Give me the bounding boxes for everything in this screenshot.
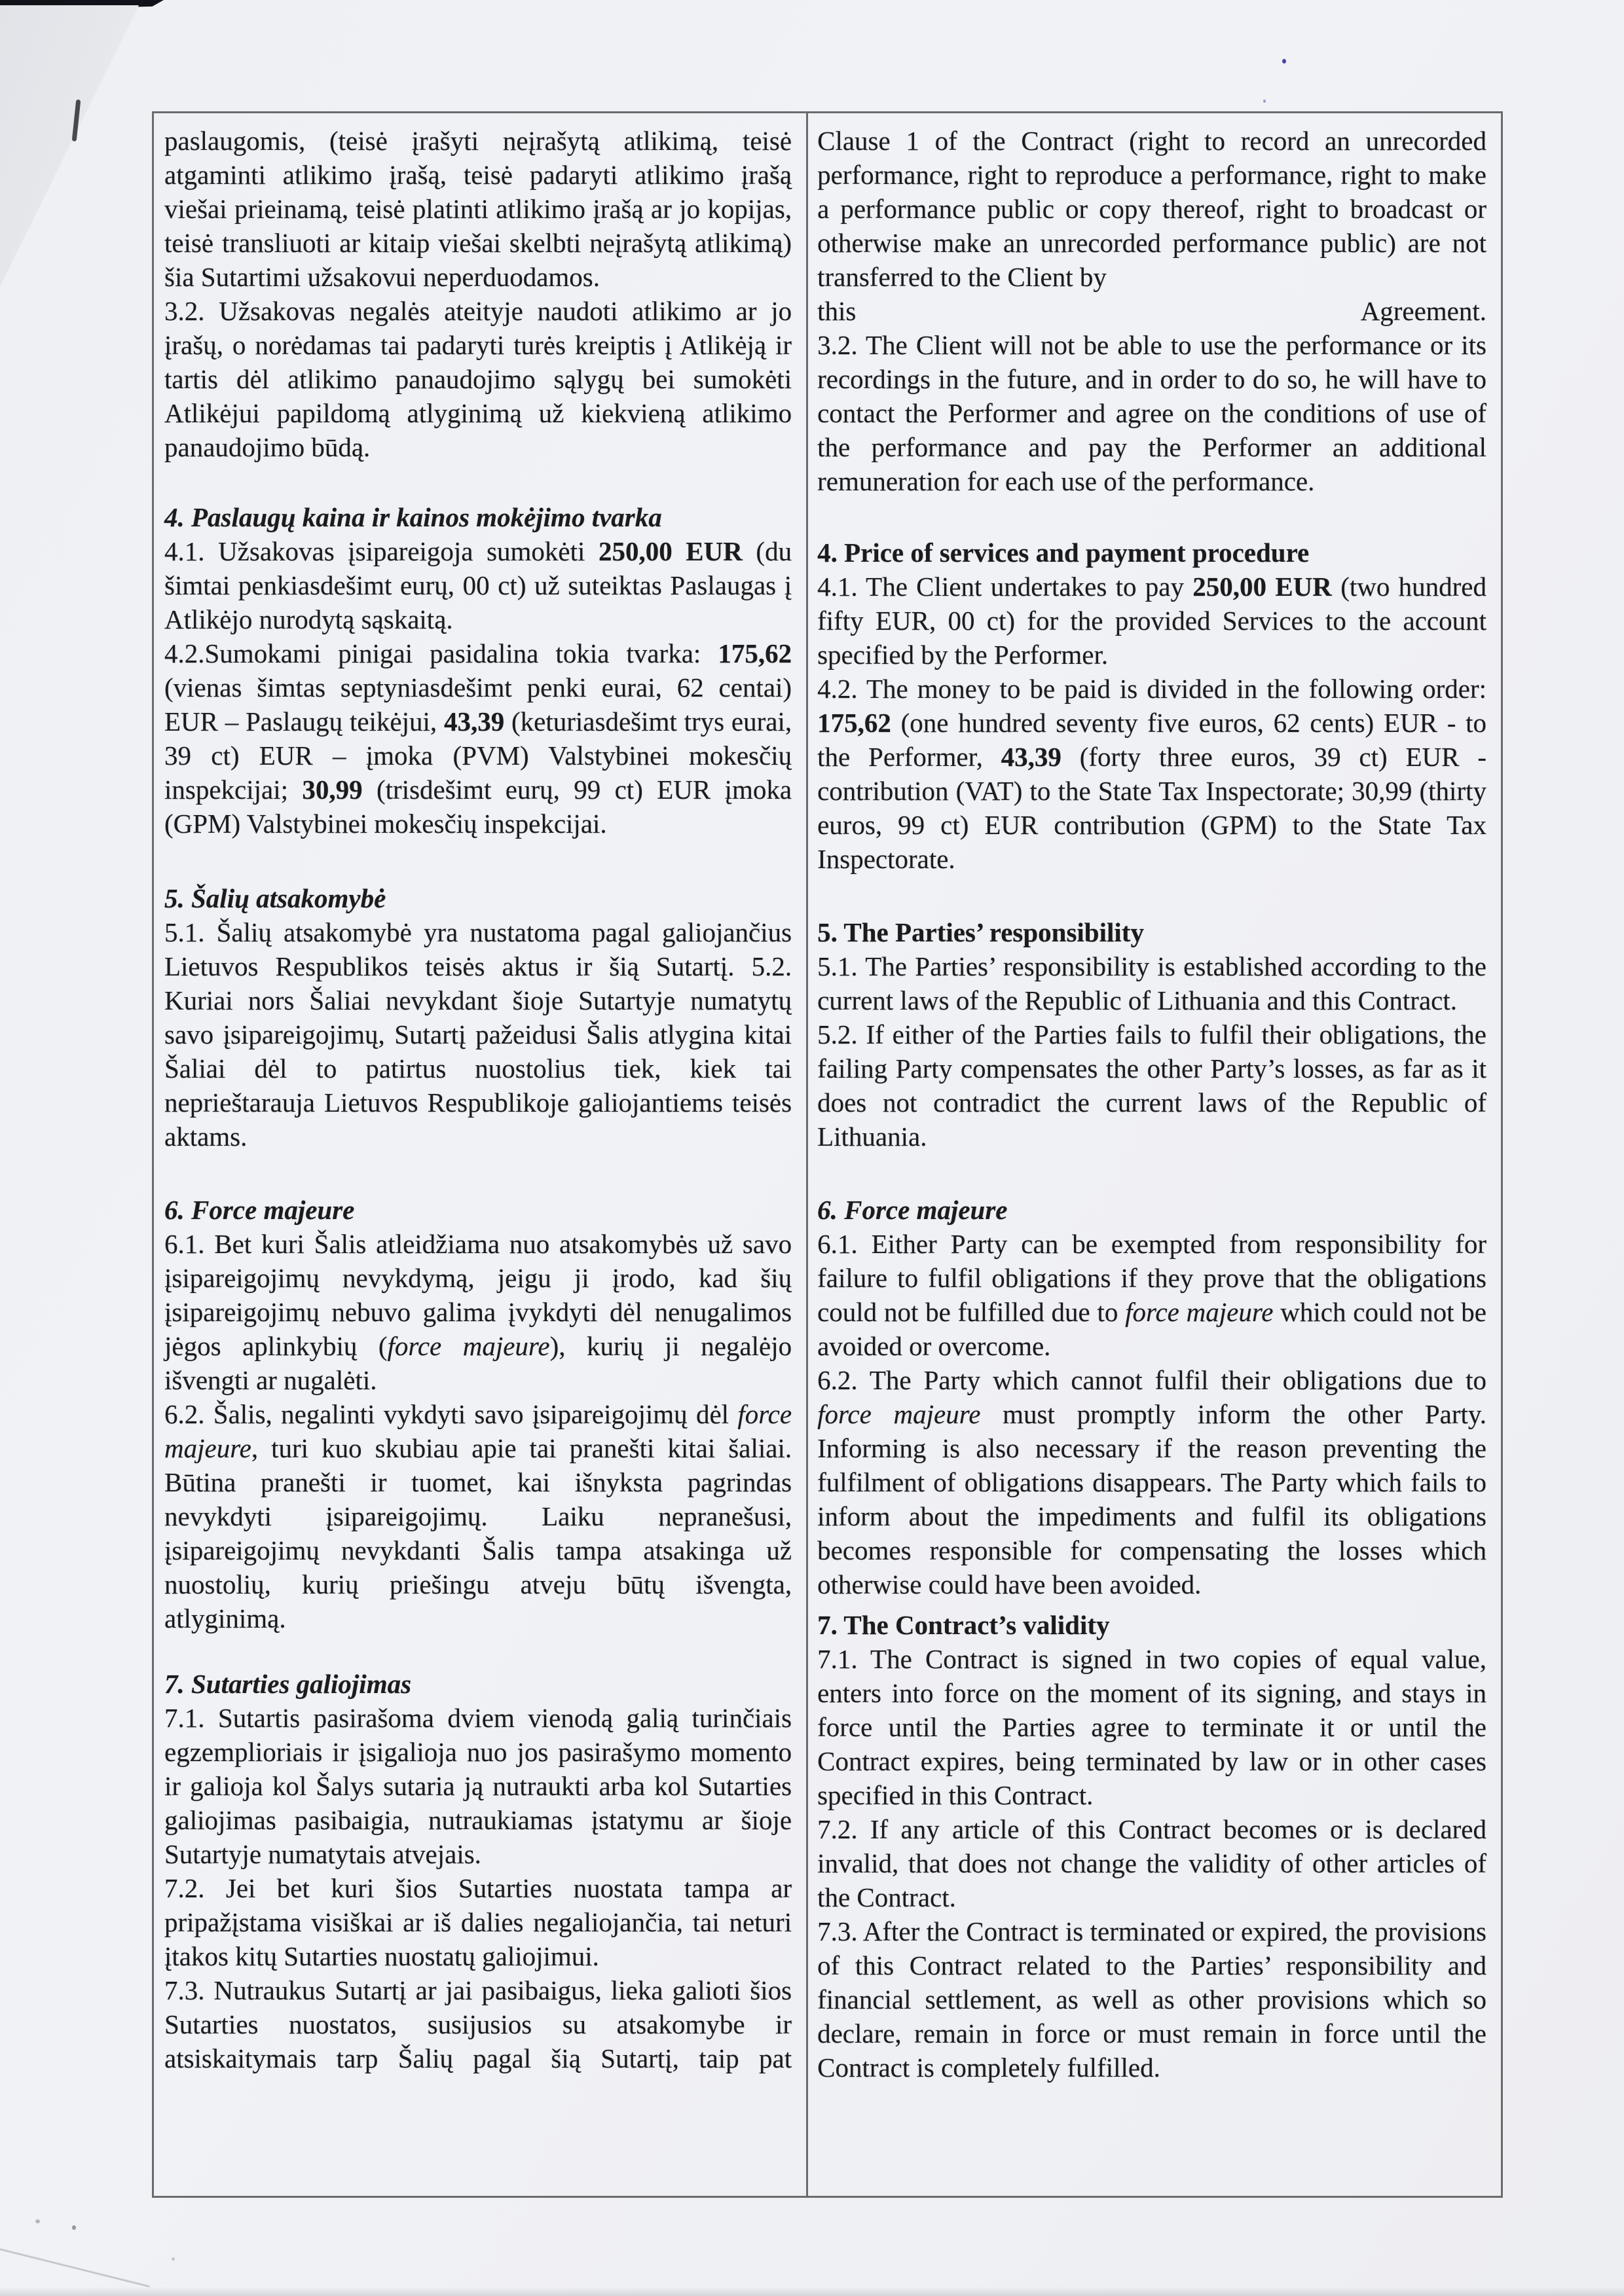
- clause-text: 175,62: [718, 638, 792, 668]
- contract-paragraph: [164, 915, 792, 1154]
- contract-paragraph: [817, 1363, 1486, 1601]
- clause-text: (vienas šimtas septyniasdešimt penki eurai, 62 centai) EUR – Paslaugų teikėjui,: [164, 672, 792, 737]
- contract-paragraph: [817, 294, 1486, 328]
- section-heading: [817, 1608, 1486, 1642]
- clause-text: 4.2. The money to be paid is divided in the following order:: [817, 674, 1486, 704]
- clause-text: 4.1. The Client undertakes to pay: [817, 572, 1193, 602]
- clause-text: (keturiasdešimt trys eurai, 39 ct) EUR – įmoka (PVM) Valstybinei mokesčių inspekcijai;: [164, 706, 792, 805]
- ink-speck: [1282, 59, 1286, 64]
- clause-text: 5.2. If either of the Parties fails to fulfil their obligations, the failing Party compensates the other Party’s losses, as far as it does not contradict the current laws of the Republic of Lithuania.: [817, 1019, 1486, 1152]
- clause-text: 5.1. Šalių atsakomybė yra nustatoma pagal galiojančius Lietuvos Respublikos teisės aktus ir šią Sutartį. 5.2. Kuriai nors Šaliai nevykdant šioje Sutartyje numatytų savo įsipareigojimų, Sutartį pažeidusi Šalis atlygina kitai Šaliai dėl to patirtus nuostolius tiek, kiek tai neprieštarauja Lietuvos Respublikoje galiojantiems teisės aktams.: [164, 917, 792, 1152]
- clause-text: 7.1. Sutartis pasirašoma dviem vienodą galią turinčiais egzemplioriais ir įsigalioja nuo jos pasirašymo momento ir galioja kol Šalys sutaria ją nutraukti arba kol Sutarties galiojimas pasibaigia, nutraukiamas įstatymu ar šioje Sutartyje numatytais atvejais.: [164, 1703, 792, 1869]
- clause-text: (du šimtai penkiasdešimt eurų, 00 ct) už suteiktas Paslaugas į Atlikėjo nurodytą sąskaitą.: [164, 536, 792, 634]
- clause-text: force majeure: [164, 1399, 792, 1463]
- contract-paragraph: [817, 328, 1486, 498]
- clause-text: force majeure: [1125, 1297, 1274, 1327]
- contract-paragraph: [817, 1642, 1486, 1812]
- contract-paragraph: [817, 124, 1486, 294]
- section-heading: [817, 915, 1486, 949]
- clause-text: 7.3. After the Contract is terminated or expired, the provisions of this Contract related to the Parties’ responsibility and financial settlement, as well as other provisions which so declare, remain in force or must remain in force until the Contract is completely fulfilled.: [817, 1916, 1486, 2083]
- paper-speck: [35, 2219, 40, 2223]
- clause-text: 5. The Parties’ responsibility: [817, 917, 1144, 947]
- contract-paragraph: [817, 570, 1486, 672]
- clause-text: 250,00 EUR: [1192, 572, 1332, 602]
- contract-paragraph: [164, 1871, 792, 1973]
- clause-text: 6. Force majeure: [164, 1195, 355, 1225]
- clause-text: 7. The Contract’s validity: [817, 1610, 1110, 1640]
- paper-speck: [172, 2257, 175, 2261]
- clause-text: 4. Paslaugų kaina ir kainos mokėjimo tvarka: [164, 502, 662, 532]
- clause-text: this: [817, 296, 857, 326]
- contract-paragraph: [817, 672, 1486, 876]
- contract-paragraph: [817, 1017, 1486, 1154]
- clause-text: 7.2. If any article of this Contract becomes or is declared invalid, that does not change the validity of other articles of the Contract.: [817, 1814, 1486, 1912]
- contract-paragraph: [164, 1701, 792, 1871]
- clause-text: 4.2.Sumokami pinigai pasidalina tokia tvarka:: [164, 638, 718, 668]
- contract-table: [152, 111, 1503, 2198]
- clause-text: 3.2. Užsakovas negalės ateityje naudoti atlikimo ar jo įrašų, o norėdamas tai padaryti turės kreiptis į Atlikėją ir tartis dėl atlikimo panaudojimo sąlygų bei sumokėti Atlikėjui papildomą atlyginimą už kiekvieną atlikimo panaudojimo būdą.: [164, 296, 792, 462]
- clause-text: (forty three euros, 39 ct) EUR - contribution (VAT) to the State Tax Inspectorate; 30,99 (thirty euros, 99 ct) EUR contribution (GPM) to the State Tax Inspectorate.: [817, 742, 1486, 874]
- clause-text: 5. Šalių atsakomybė: [164, 883, 386, 913]
- contract-paragraph: [817, 949, 1486, 1017]
- clause-text: (trisdešimt eurų, 99 ct) EUR įmoka (GPM) Valstybinei mokesčių inspekcijai.: [164, 774, 792, 839]
- paper-crease: [0, 2248, 150, 2287]
- section-heading: [164, 500, 792, 534]
- clause-text: 5.1. The Parties’ responsibility is established according to the current laws of the Republic of Lithuania and this Contract.: [817, 951, 1486, 1015]
- clause-text: 7.3. Nutraukus Sutartį ar jai pasibaigus, lieka galioti šios Sutarties nuostatos, susijusios su atsakomybe ir atsiskaitymais tarp Šalių pagal šią Sutartį, taip pat: [164, 1975, 792, 2073]
- clause-text: 7. Sutarties galiojimas: [164, 1669, 412, 1699]
- clause-text: which could not be avoided or overcome.: [817, 1297, 1486, 1361]
- clause-text: paslaugomis, (teisė įrašyti neįrašytą atlikimą, teisė atgaminti atlikimo įrašą, teisė padaryti atlikimo įrašą viešai prieinamą, teisė platinti atlikimo įrašą ar jo kopijas, teisė transliuoti ar kitaip viešai skelbti neįrašytą atlikimą) šia Sutartimi užsakovui neperduodamos.: [164, 126, 792, 292]
- clause-text: 43,39: [443, 706, 505, 737]
- clause-text: Clause 1 of the Contract (right to record an unrecorded performance, right to reproduce a performance, right to make a performance public or copy thereof, right to broadcast or otherwise make an unrecorded performance public) are not transferred to the Client by: [817, 126, 1486, 292]
- contract-paragraph: [164, 636, 792, 841]
- clause-text: 4.1. Užsakovas įsipareigoja sumokėti: [164, 536, 599, 566]
- contract-paragraph: [164, 124, 792, 294]
- clause-text: (one hundred seventy five euros, 62 cents) EUR - to the Performer,: [817, 708, 1486, 772]
- clause-text: 6.1. Either Party can be exempted from responsibility for failure to fulfil obligations if they prove that the obligations could not be fulfilled due to: [817, 1229, 1486, 1327]
- english-column: [806, 113, 1501, 2196]
- section-heading: [817, 1193, 1486, 1227]
- clause-text: 7.1. The Contract is signed in two copies of equal value, enters into force on the moment of its signing, and stays in force until the Parties agree to terminate it or until the Contract expires, being terminated by law or in other cases specified in this Contract.: [817, 1644, 1486, 1810]
- clause-text: 175,62: [817, 708, 891, 738]
- section-heading: [817, 536, 1486, 570]
- clause-text: 250,00 EUR: [598, 536, 743, 566]
- clause-text: 6. Force majeure: [817, 1195, 1008, 1225]
- contract-paragraph: [164, 1973, 792, 2075]
- contract-paragraph: [817, 1812, 1486, 1914]
- clause-text: Agreement.: [1360, 296, 1486, 326]
- clause-text: must promptly inform the other Party. Informing is also necessary if the reason preventing the fulfilment of obligations disappears. The Party which fails to inform about the impediments and fulfil its obligations becomes responsible for compensating the losses which otherwise could have been avoided.: [817, 1399, 1486, 1599]
- paper-speck: [72, 2225, 76, 2230]
- contract-paragraph: [817, 1914, 1486, 2085]
- clause-text: force majeure: [387, 1331, 550, 1361]
- section-heading: [164, 1193, 792, 1227]
- contract-paragraph: [817, 1227, 1486, 1363]
- clause-text: force majeure: [817, 1399, 981, 1429]
- clause-text: 6.2. The Party which cannot fulfil their obligations due to: [817, 1365, 1486, 1395]
- clause-text: 43,39: [1001, 742, 1061, 772]
- scan-corner-shadow: [0, 5, 139, 287]
- section-heading: [164, 1667, 792, 1701]
- clause-text: 7.2. Jei bet kuri šios Sutarties nuostata tampa ar pripažįstama visiškai ar iš dalies negaliojančia, tai neturi įtakos kitų Sutarties nuostatų galiojimui.: [164, 1873, 792, 1971]
- clause-text: 6.1. Bet kuri Šalis atleidžiama nuo atsakomybės už savo įsipareigojimų nevykdymą, jeigu ji įrodo, kad šių įsipareigojimų nebuvo galima įvykdyti dėl nenugalimos jėgos aplinkybių (: [164, 1229, 792, 1361]
- clause-text: 30,99: [302, 774, 363, 805]
- lithuanian-column: [154, 113, 806, 2196]
- clause-text: 4. Price of services and payment procedure: [817, 538, 1310, 568]
- clause-text: 6.2. Šalis, negalinti vykdyti savo įsipareigojimų dėl: [164, 1399, 738, 1429]
- clause-text: (two hundred fifty EUR, 00 ct) for the provided Services to the account specified by the Performer.: [817, 572, 1487, 670]
- clause-text: , turi kuo skubiau apie tai pranešti kitai šaliai. Būtina pranešti ir tuomet, kai išnyksta pagrindas nevykdyti įsipareigojimų. Laiku nepranešusi, įsipareigojimų nevykdanti Šalis tampa atsakinga už nuostolių, kurių priešingu atveju būtų išvengta, atlyginimą.: [164, 1433, 792, 1633]
- contract-paragraph: [164, 1227, 792, 1397]
- contract-paragraph: [164, 294, 792, 464]
- contract-paragraph: [164, 1397, 792, 1635]
- section-heading: [164, 881, 792, 915]
- clause-text: ), kurių ji negalėjo išvengti ar nugalėti.: [164, 1331, 792, 1395]
- clause-text: 3.2. The Client will not be able to use the performance or its recordings in the future, and in order to do so, he will have to contact the Performer and agree on the conditions of use of the performance and pay the Performer an additional remuneration for each use of the performance.: [817, 330, 1486, 496]
- contract-paragraph: [164, 534, 792, 636]
- ink-speck: [1263, 100, 1266, 103]
- page-bottom-shadow: [0, 2287, 1624, 2296]
